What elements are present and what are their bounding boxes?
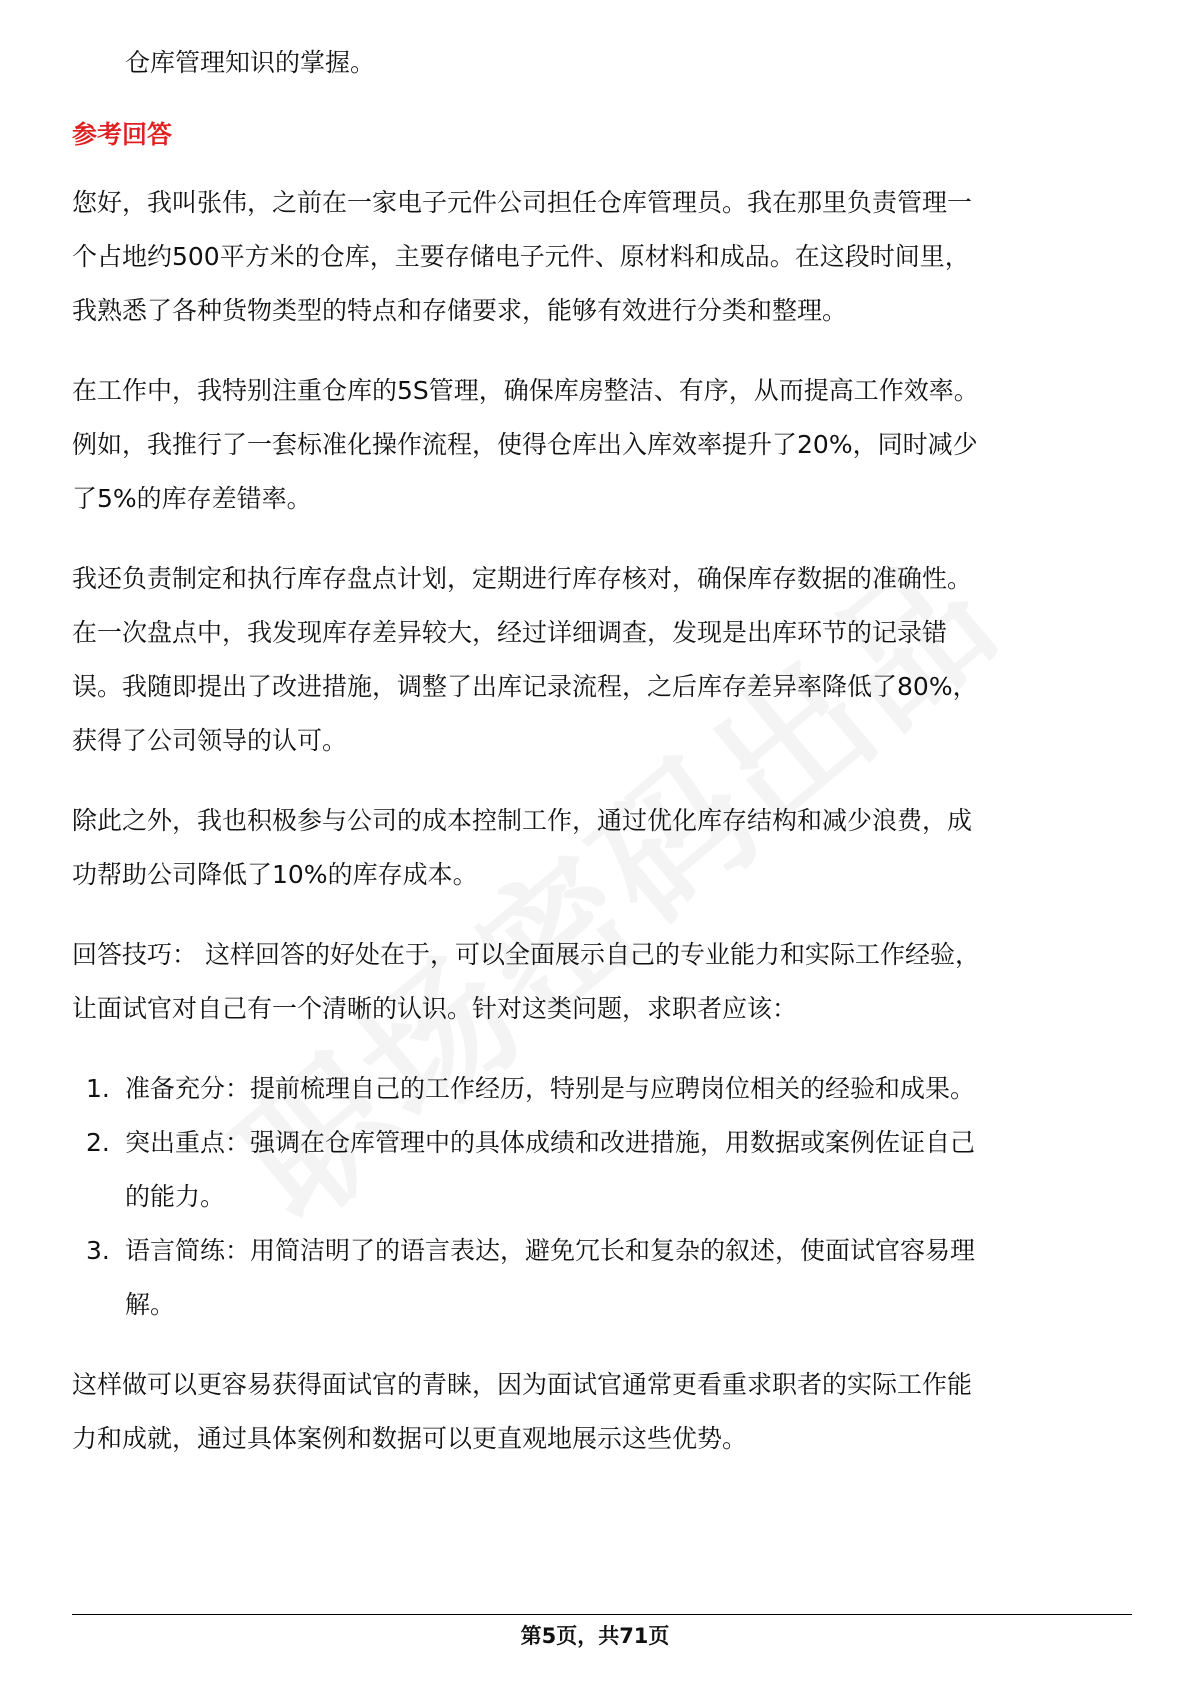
paragraph-4-line-1: 除此之外，我也积极参与公司的成本控制工作，通过优化库存结构和减少浪费，成	[72, 806, 973, 835]
paragraph-4-line-2: 功帮助公司降低了10%的库存成本。	[72, 860, 478, 889]
paragraph-3-line-1: 我还负责制定和执行库存盘点计划，定期进行库存核对，确保库存数据的准确性。	[72, 564, 973, 593]
list-number: 2.	[86, 1128, 110, 1157]
tips-line-1: 回答技巧： 这样回答的好处在于，可以全面展示自己的专业能力和实际工作经验，	[72, 940, 980, 969]
list-item-text: 语言简练：用简洁明了的语言表达，避免冗长和复杂的叙述，使面试官容易理	[125, 1236, 976, 1265]
closing-line-2: 力和成就，通过具体案例和数据可以更直观地展示这些优势。	[72, 1424, 748, 1453]
paragraph-3-line-2: 在一次盘点中，我发现库存差异较大，经过详细调查，发现是出库环节的记录错	[72, 618, 948, 647]
paragraph-3-line-3: 误。我随即提出了改进措施，调整了出库记录流程，之后库存差异率降低了80%，	[72, 672, 978, 701]
list-number: 3.	[86, 1236, 110, 1265]
list-number: 1.	[86, 1074, 110, 1103]
closing-line-1: 这样做可以更容易获得面试官的青睐，因为面试官通常更看重求职者的实际工作能	[72, 1370, 973, 1399]
paragraph-2-line-1: 在工作中，我特别注重仓库的5S管理，确保库房整洁、有序，从而提高工作效率。	[72, 376, 979, 405]
paragraph-1-line-3: 我熟悉了各种货物类型的特点和存储要求，能够有效进行分类和整理。	[72, 296, 848, 325]
intro-tail: 仓库管理知识的掌握。	[125, 48, 376, 77]
list-item-text-continued: 解。	[125, 1290, 176, 1319]
list-item-text: 突出重点：强调在仓库管理中的具体成绩和改进措施，用数据或案例佐证自己	[125, 1128, 976, 1157]
list-item-text: 准备充分：提前梳理自己的工作经历，特别是与应聘岗位相关的经验和成果。	[125, 1074, 976, 1103]
paragraph-1-line-1: 您好，我叫张伟，之前在一家电子元件公司担任仓库管理员。我在那里负责管理一	[72, 188, 973, 217]
paragraph-2-line-2: 例如，我推行了一套标准化操作流程，使得仓库出入库效率提升了20%，同时减少	[72, 430, 978, 459]
paragraph-1-line-2: 个占地约500平方米的仓库，主要存储电子元件、原材料和成品。在这段时间里，	[72, 242, 970, 271]
paragraph-3-line-4: 获得了公司领导的认可。	[72, 726, 348, 755]
page-number: 第5页，共71页	[520, 1624, 670, 1648]
paragraph-2-line-3: 了5%的库存差错率。	[72, 484, 312, 513]
footer-divider	[72, 1614, 1132, 1615]
tips-line-2: 让面试官对自己有一个清晰的认识。针对这类问题，求职者应该：	[72, 994, 798, 1023]
list-item-text-continued: 的能力。	[125, 1182, 226, 1211]
section-heading: 参考回答	[72, 120, 173, 149]
